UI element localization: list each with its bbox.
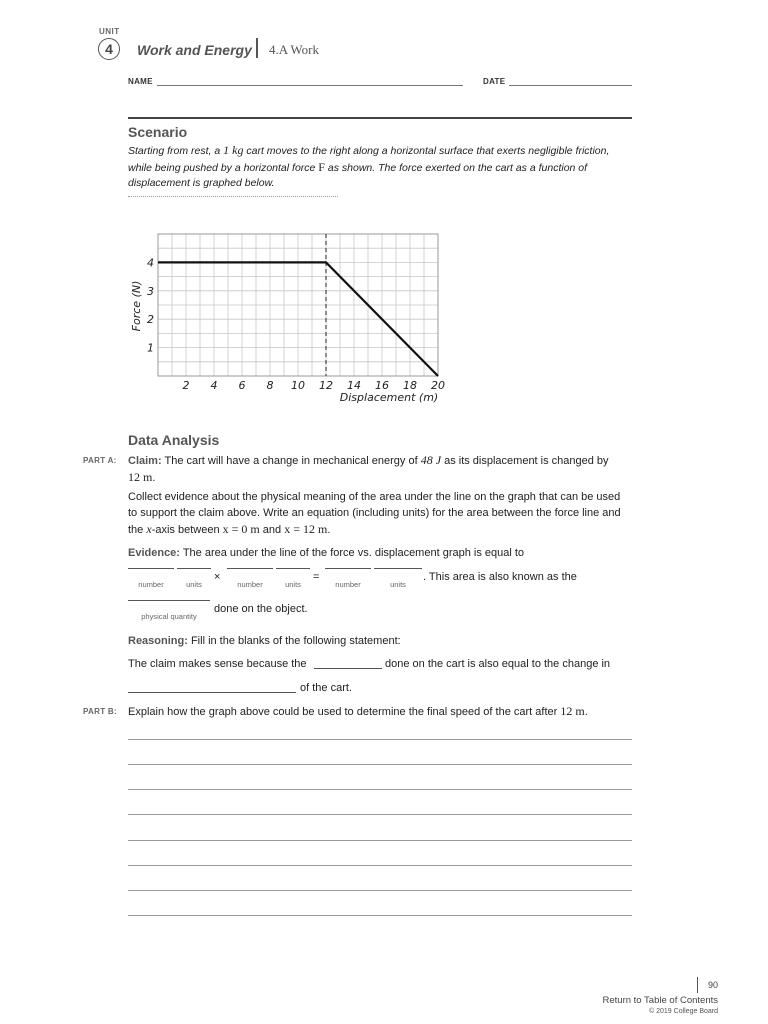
- answer-line[interactable]: [128, 739, 632, 740]
- evidence-label: Evidence:: [128, 547, 180, 559]
- toc-link[interactable]: Return to Table of Contents: [602, 995, 718, 1006]
- x-tick-label: 16: [375, 379, 389, 392]
- x-axis-label: Displacement (m): [339, 391, 439, 404]
- blank-physical-quantity[interactable]: [128, 600, 210, 601]
- caption-units: units: [285, 580, 301, 589]
- x-tick-label: 8: [266, 379, 274, 392]
- unit-subtitle: 4.A Work: [269, 42, 319, 57]
- answer-line[interactable]: [128, 865, 632, 866]
- evidence-text: Evidence: The area under the line of the force vs. displacement graph is equal to: [128, 547, 525, 559]
- unit-number-badge: 4: [98, 38, 120, 60]
- collect-evidence-text: Collect evidence about the physical meaning of the area under the line on the graph that can be used to support the claim above. Write an equation (including units) for the area between the force line and the x-axis between x = 0 m and x = 12 m.: [128, 491, 621, 536]
- blank-units-3[interactable]: [374, 568, 422, 569]
- caption-number: number: [335, 580, 361, 589]
- part-b-label: PART B:: [83, 707, 117, 716]
- name-label: NAME: [128, 77, 153, 86]
- y-tick-label: 3: [147, 284, 154, 298]
- caption-physical-quantity: physical quantity: [141, 612, 197, 621]
- blank-number-1[interactable]: [128, 568, 174, 569]
- x-tick-label: 4: [210, 379, 218, 392]
- answer-line[interactable]: [128, 915, 632, 916]
- header-divider: [256, 38, 258, 58]
- x-tick-label: 2: [182, 379, 190, 392]
- blank-number-2[interactable]: [227, 568, 273, 569]
- scenario-title: Scenario: [128, 124, 188, 140]
- part-b-text: Explain how the graph above could be used to determine the final speed of the cart after 12 m.: [128, 704, 588, 718]
- answer-line[interactable]: [128, 814, 632, 815]
- x-tick-label: 14: [347, 379, 361, 392]
- x-tick-label: 6: [238, 379, 246, 392]
- blank-units-2[interactable]: [276, 568, 310, 569]
- caption-number: number: [237, 580, 263, 589]
- caption-units: units: [186, 580, 202, 589]
- y-axis-label: Force (N): [130, 280, 143, 332]
- dotted-rule: [128, 196, 338, 197]
- caption-number: number: [138, 580, 164, 589]
- range-end: x = 12 m: [284, 522, 328, 536]
- part-b-displacement: 12 m: [560, 704, 585, 718]
- equals-symbol: =: [313, 571, 320, 583]
- x-tick-label: 20: [431, 379, 445, 392]
- chart-grid: [158, 234, 438, 376]
- force-symbol: F: [318, 159, 325, 174]
- claim-sense-text-1: The claim makes sense because the: [128, 658, 307, 670]
- claim-displacement: 12 m: [128, 470, 153, 484]
- times-symbol: ×: [214, 571, 221, 583]
- unit-title: Work and Energy: [137, 42, 252, 58]
- date-field[interactable]: [509, 85, 632, 86]
- x-tick-label: 10: [291, 379, 305, 392]
- done-on-object-text: done on the object.: [214, 603, 308, 615]
- force-displacement-chart: [124, 226, 454, 408]
- blank-reasoning-2[interactable]: [128, 692, 296, 693]
- page-number: 90: [708, 980, 719, 990]
- of-the-cart-text: of the cart.: [300, 682, 352, 694]
- x-tick-label: 12: [319, 379, 333, 392]
- reasoning-label: Reasoning:: [128, 635, 188, 647]
- y-tick-label: 4: [147, 256, 154, 270]
- claim-energy: 48 J: [420, 453, 442, 467]
- mass-value: 1 kg: [223, 143, 244, 157]
- reasoning-text: Reasoning: Fill in the blanks of the following statement:: [128, 635, 401, 647]
- area-known-text: . This area is also known as the: [423, 571, 577, 583]
- claim-label: Claim:: [128, 455, 162, 467]
- claim-text: Claim: The cart will have a change in mechanical energy of 48 J as its displacement is changed by 12 m.: [128, 453, 609, 484]
- unit-label: UNIT: [99, 27, 120, 36]
- name-field[interactable]: [157, 85, 463, 86]
- y-tick-label: 2: [147, 313, 154, 327]
- answer-line[interactable]: [128, 840, 632, 841]
- header-rule: [128, 117, 632, 119]
- scenario-text: Starting from rest, a 1 kg cart moves to the right along a horizontal surface that exerts negligible friction, while being pushed by a horizontal force F as shown. The force exerted on the cart as a function of displacement is graphed below.: [128, 143, 610, 189]
- caption-units: units: [390, 580, 406, 589]
- footer-divider: [697, 977, 698, 993]
- range-start: x = 0 m: [222, 522, 260, 536]
- claim-sense-text-2: done on the cart is also equal to the change in: [385, 658, 611, 670]
- y-tick-label: 1: [147, 341, 154, 355]
- x-tick-label: 18: [403, 379, 417, 392]
- answer-line[interactable]: [128, 890, 632, 891]
- blank-number-3[interactable]: [325, 568, 371, 569]
- date-label: DATE: [483, 77, 506, 86]
- blank-reasoning-1[interactable]: [314, 668, 382, 669]
- part-a-label: PART A:: [83, 456, 117, 465]
- answer-line[interactable]: [128, 789, 632, 790]
- blank-units-1[interactable]: [177, 568, 211, 569]
- data-analysis-title: Data Analysis: [128, 432, 220, 448]
- copyright: © 2019 College Board: [649, 1008, 718, 1015]
- answer-line[interactable]: [128, 764, 632, 765]
